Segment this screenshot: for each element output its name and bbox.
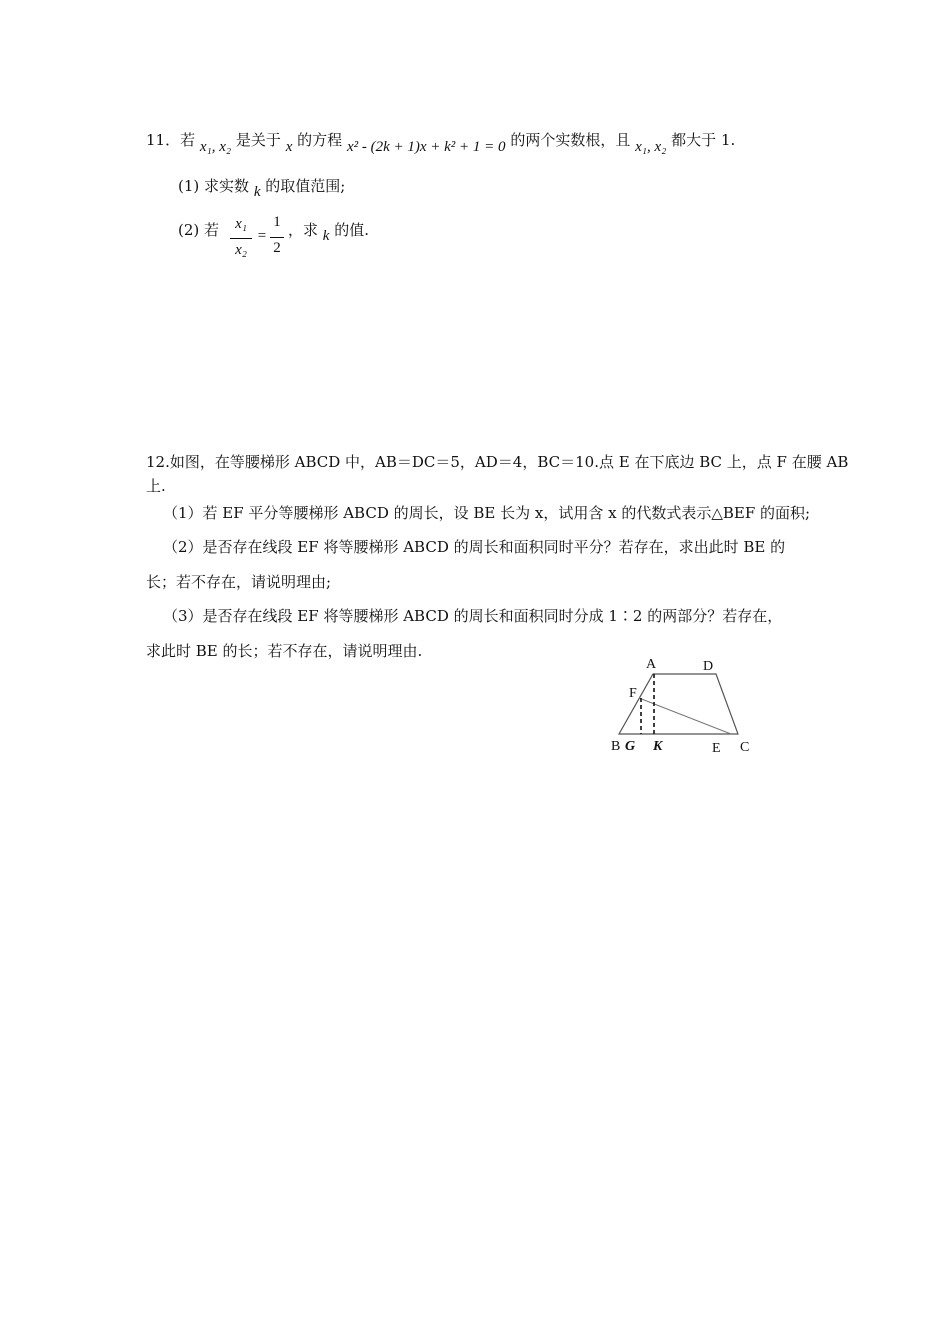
- q11-frac-bar: [230, 238, 252, 239]
- q11-part-2-text-c: 的值.: [334, 221, 370, 239]
- label-b: B: [611, 739, 621, 754]
- label-f: F: [629, 686, 637, 701]
- q11-label: 11．若: [146, 131, 196, 149]
- q12-part-2-line-2: 长；若不存在，请说明理由;: [146, 573, 332, 591]
- label-c: C: [740, 740, 750, 755]
- segment-fe: [639, 698, 731, 734]
- q11-half-numerator: 1: [273, 214, 281, 230]
- q11-frac-numerator: x₁: [235, 216, 247, 232]
- label-e: E: [712, 741, 721, 756]
- q11-text-1: 是关于: [235, 131, 281, 149]
- q11-part-2-text-b: ，求: [288, 221, 319, 239]
- q11-equals: =: [257, 228, 267, 244]
- label-a: A: [646, 657, 657, 672]
- q11-roots: x₁, x₂: [199, 139, 232, 155]
- q11-part-1-k: k: [253, 184, 261, 200]
- label-d: D: [703, 659, 714, 674]
- q11-half-denominator: 2: [273, 240, 281, 256]
- q11-var-x: x: [285, 139, 293, 155]
- trapezoid-outline: [619, 674, 738, 734]
- q11-equation: x² - (2k + 1)x + k² + 1 = 0: [346, 139, 506, 155]
- q12-stem-line-2: 上.: [146, 477, 166, 495]
- q11-frac-denominator: x₂: [235, 242, 247, 258]
- q11-part-1-text-a: 求实数: [204, 177, 250, 195]
- q11-part-1-label: (1): [178, 177, 200, 195]
- q11-part-1-text-b: 的取值范围;: [265, 177, 346, 195]
- q11-part-2-label: (2): [178, 221, 200, 239]
- q12-part-3-line-2: 求此时 BE 的长；若不存在，请说明理由.: [146, 642, 423, 660]
- q11-part-2-text-a: 若: [204, 221, 220, 239]
- trapezoid-figure: [605, 652, 765, 762]
- q12-part-2-line-1: （2）是否存在线段 EF 将等腰梯形 ABCD 的周长和面积同时平分？若存在，求出此时 BE 的: [163, 538, 786, 556]
- q11-part-2-suffix: [288, 220, 370, 244]
- q12-part-1: （1）若 EF 平分等腰梯形 ABCD 的周长，设 BE 长为 x，试用含 x 的代数式表示△BEF 的面积;: [163, 504, 811, 522]
- q11-text-4: 都大于 1.: [671, 131, 736, 149]
- q11-text-3: 的两个实数根，且: [510, 131, 631, 149]
- label-g: G: [625, 739, 636, 754]
- q11-part-1: [178, 176, 346, 200]
- q11-roots-2: x₁, x₂: [635, 139, 667, 155]
- q11-text-2: 的方程: [297, 131, 343, 149]
- q12-part-3-line-1: （3）是否存在线段 EF 将等腰梯形 ABCD 的周长和面积同时分成 1∶2 的两部分？若存在，: [163, 607, 783, 625]
- q11-part-2-prefix: [178, 220, 219, 240]
- q11-half-bar: [270, 237, 284, 238]
- q11-part-2-k: k: [322, 228, 330, 244]
- label-k: K: [653, 739, 663, 754]
- q12-stem-line-1: 12.如图，在等腰梯形 ABCD 中，AB＝DC＝5，AD＝4，BC＝10.点 E 在下底边 BC 上，点 F 在腰 AB: [146, 453, 849, 471]
- q11-stem: [146, 130, 736, 155]
